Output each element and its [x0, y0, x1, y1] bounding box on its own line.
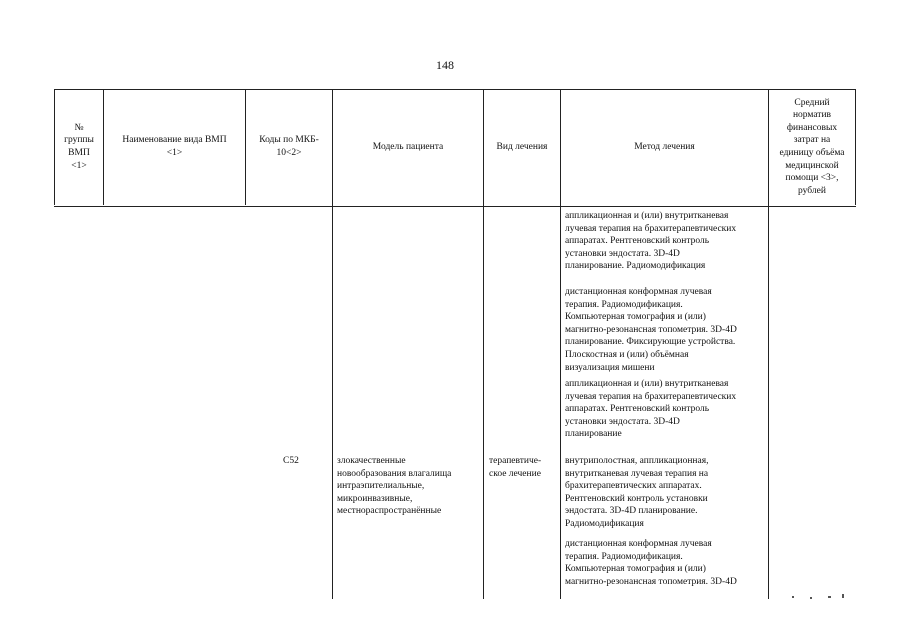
column-divider	[855, 89, 856, 205]
page-number: 148	[436, 58, 454, 72]
method-text: дистанционная конформная лучевая терапия. Радиомодификация. Компьютерная томография и (или) магнитно-резонансная топометрия. 3D-4D планирование. Фиксирующие устройства. Плоскостная и (или) объёмная визуализация мишени	[565, 287, 737, 373]
header-treatment-type: Вид лечения	[496, 141, 548, 152]
method-text: внутриполостная, аппликационная, внутритканевая лучевая терапия на брахитерапевтических аппаратах. Рентгеновский контроль установки эндостата. 3D-4D планирование. Радиомодификация	[565, 456, 709, 529]
method-text: аппликационная и (или) внутритканевая лучевая терапия на брахитерапевтических аппаратах. Рентгеновский контроль установки эндостата. 3D-4D планирование	[565, 379, 737, 440]
header-cost: Средний норматив финансовых затрат на единицу объёма медицинской помощи <3>, рублей	[779, 97, 845, 196]
treatment-type: терапевтиче- ское лечение	[489, 456, 542, 479]
method-text: дистанционная конформная лучевая терапия. Радиомодификация. Компьютерная томография и (или) магнитно-резонансная топометрия. 3D-4D	[565, 539, 737, 587]
patient-model: злокачественные новообразования влагалища интраэпителиальные, микроинвазивные, местнораспространённые	[337, 456, 452, 517]
scan-artifact	[792, 596, 794, 598]
icd-code: C52	[283, 456, 299, 466]
header-name: Наименование вида ВМП <1>	[122, 135, 227, 158]
header-group: № группы ВМП <1>	[64, 122, 94, 171]
scan-artifact	[828, 596, 831, 598]
header-codes: Коды по МКБ- 10<2>	[259, 135, 319, 158]
scan-artifact	[842, 594, 844, 598]
header-model: Модель пациента	[372, 141, 444, 152]
method-text: аппликационная и (или) внутритканевая лучевая терапия на брахитерапевтических аппаратах. Рентгеновский контроль установки эндостата. 3D-4D планирование. Радиомодификация	[565, 211, 737, 272]
scan-artifact	[810, 597, 812, 599]
header-method: Метод лечения	[634, 141, 695, 152]
